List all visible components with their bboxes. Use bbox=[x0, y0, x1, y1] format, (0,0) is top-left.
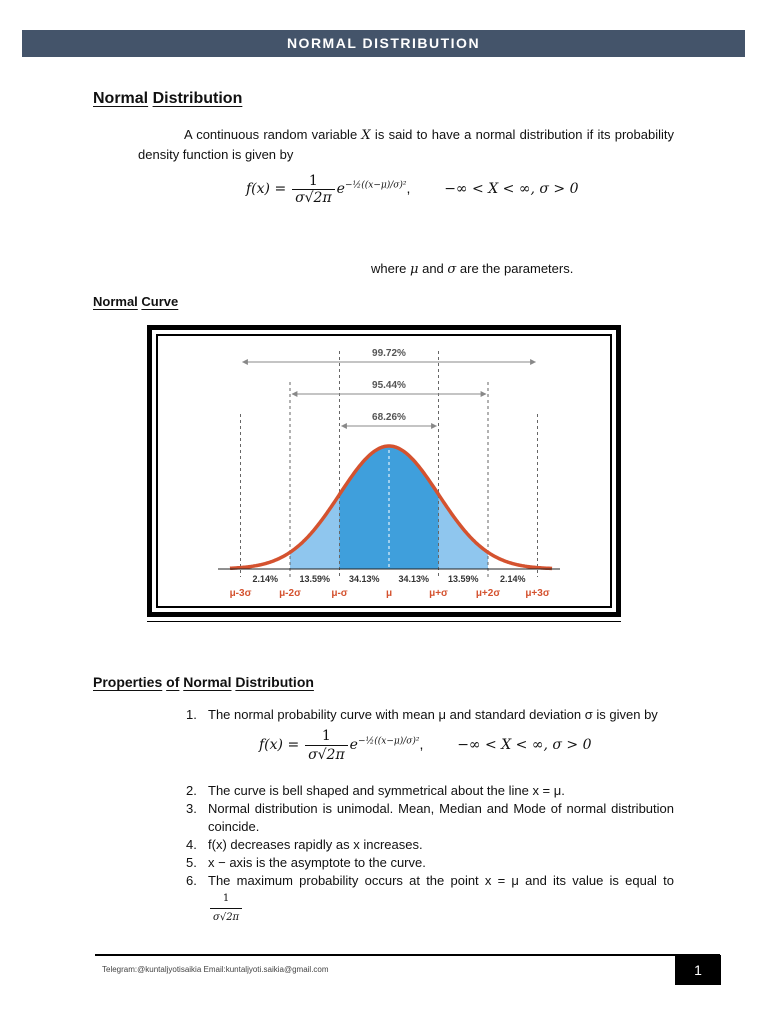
tick-label: μ bbox=[385, 588, 393, 599]
tick-label: μ+3σ bbox=[525, 588, 550, 599]
list-item-formula bbox=[186, 724, 674, 782]
formula-domain: −∞ < X < ∞, σ > 0 bbox=[444, 181, 579, 198]
formula-fraction bbox=[292, 173, 335, 206]
heading-word: of bbox=[166, 674, 180, 690]
formula-domain: −∞ < X < ∞, σ > 0 bbox=[457, 737, 592, 754]
area-percent-label: 13.59% bbox=[299, 574, 331, 584]
item-text: x − axis is the asymptote to the curve. bbox=[208, 855, 426, 870]
pdf-formula: f(x) = $\frac{1}{\sigma√2\pi}$ $e^{-\frac{1}{2}((x-\mu)/\sigma)^2}$, −∞ < X < ∞, σ > 0 bbox=[246, 173, 579, 206]
heading-word: Properties bbox=[93, 674, 163, 690]
mu-symbol: μ bbox=[410, 262, 419, 277]
sigma-symbol: σ bbox=[447, 262, 457, 277]
formula-denominator: σ√2π bbox=[295, 190, 332, 206]
formula-base: e bbox=[336, 181, 345, 198]
intro-text-rest: is said to have a normal distribution if its probability density function is given by bbox=[138, 127, 674, 162]
title-word: Distribution bbox=[152, 90, 243, 107]
area-percent-label: 2.14% bbox=[499, 574, 526, 584]
tick-label: μ-2σ bbox=[279, 588, 301, 599]
formula-fraction bbox=[305, 727, 348, 764]
list-item bbox=[186, 706, 674, 724]
formula-lhs: f(x) = bbox=[246, 181, 287, 198]
normal-curve-figure bbox=[147, 325, 621, 617]
params-text: are the parameters. bbox=[456, 261, 574, 276]
params-text: and bbox=[418, 261, 448, 276]
normal-curve-diagram bbox=[158, 336, 610, 606]
intro-variable: X bbox=[361, 128, 371, 143]
list-item bbox=[186, 872, 674, 927]
span-label: 99.72% bbox=[372, 348, 406, 359]
params-text: where bbox=[371, 261, 411, 276]
property-formula: f(x) = $\frac{1}{\sigma√2\pi}$ $e^{-\frac{1}{2}((x-\mu)/\sigma)^2}$, −∞ < X < ∞, σ > 0 bbox=[259, 728, 592, 763]
tick-label: μ-σ bbox=[331, 588, 348, 599]
footer-contact: Telegram:@kuntaljyotisaikia Email:kuntaljyoti.saikia@gmail.com bbox=[102, 965, 329, 974]
heading-word: Distribution bbox=[235, 674, 314, 690]
page-header bbox=[22, 30, 745, 57]
item-number: 5. bbox=[186, 855, 197, 870]
formula-numerator: 1 bbox=[210, 890, 242, 909]
item-number: 6. bbox=[186, 873, 197, 888]
area-percent-label: 2.14% bbox=[252, 574, 279, 584]
heading-word: Curve bbox=[141, 294, 179, 309]
list-item bbox=[186, 800, 674, 836]
intro-paragraph bbox=[138, 125, 674, 164]
item-text: The normal probability curve with mean μ and standard deviation σ is given by bbox=[208, 707, 658, 722]
figure-underline bbox=[147, 621, 621, 622]
heading-word: Normal bbox=[93, 294, 138, 309]
formula-exponent: −½((x−μ)/σ)² bbox=[344, 180, 407, 191]
span-label: 68.26% bbox=[372, 412, 406, 423]
parameters-note bbox=[371, 261, 573, 277]
properties-heading bbox=[93, 674, 314, 690]
item-number: 4. bbox=[186, 837, 197, 852]
list-item bbox=[186, 782, 674, 800]
list-item bbox=[186, 854, 674, 872]
item-number: 1. bbox=[186, 707, 197, 722]
span-label: 95.44% bbox=[372, 380, 406, 391]
properties-list bbox=[186, 706, 674, 927]
formula-denominator: σ√2π bbox=[308, 747, 345, 763]
tick-label: μ+σ bbox=[429, 588, 448, 599]
intro-text: A continuous random variable bbox=[184, 127, 362, 142]
area-percent-label: 34.13% bbox=[348, 574, 380, 584]
formula-lhs: f(x) = bbox=[259, 737, 300, 754]
formula-numerator: 1 bbox=[305, 727, 348, 746]
formula-base: e bbox=[349, 737, 358, 754]
formula-denominator: σ√2π bbox=[213, 912, 240, 923]
formula-exponent: −½((x−μ)/σ)² bbox=[357, 736, 420, 747]
item-number: 3. bbox=[186, 801, 197, 816]
formula-fraction bbox=[210, 890, 242, 927]
tick-label: μ-3σ bbox=[229, 588, 252, 599]
item-number: 2. bbox=[186, 783, 197, 798]
item-text: The curve is bell shaped and symmetrical about the line x = μ. bbox=[208, 783, 565, 798]
area-percent-label: 13.59% bbox=[447, 574, 479, 584]
header-title: NORMAL DISTRIBUTION bbox=[286, 35, 481, 51]
section-title-normal-distribution bbox=[93, 90, 242, 108]
normal-curve-heading bbox=[93, 294, 178, 309]
formula-numerator: 1 bbox=[292, 173, 335, 190]
title-word: Normal bbox=[93, 90, 149, 107]
item-text: The maximum probability occurs at the point x = μ and its value is equal to bbox=[208, 873, 674, 888]
heading-word: Normal bbox=[183, 674, 232, 690]
area-percent-label: 34.13% bbox=[398, 574, 430, 584]
item-text: Normal distribution is unimodal. Mean, Median and Mode of normal distribution coincide. bbox=[208, 801, 674, 834]
figure-inner-border bbox=[156, 334, 612, 608]
page-number: 1 bbox=[675, 955, 721, 985]
footer-divider bbox=[95, 954, 720, 956]
tick-label: μ+2σ bbox=[475, 588, 501, 599]
item-text: f(x) decreases rapidly as x increases. bbox=[208, 837, 423, 852]
list-item bbox=[186, 836, 674, 854]
